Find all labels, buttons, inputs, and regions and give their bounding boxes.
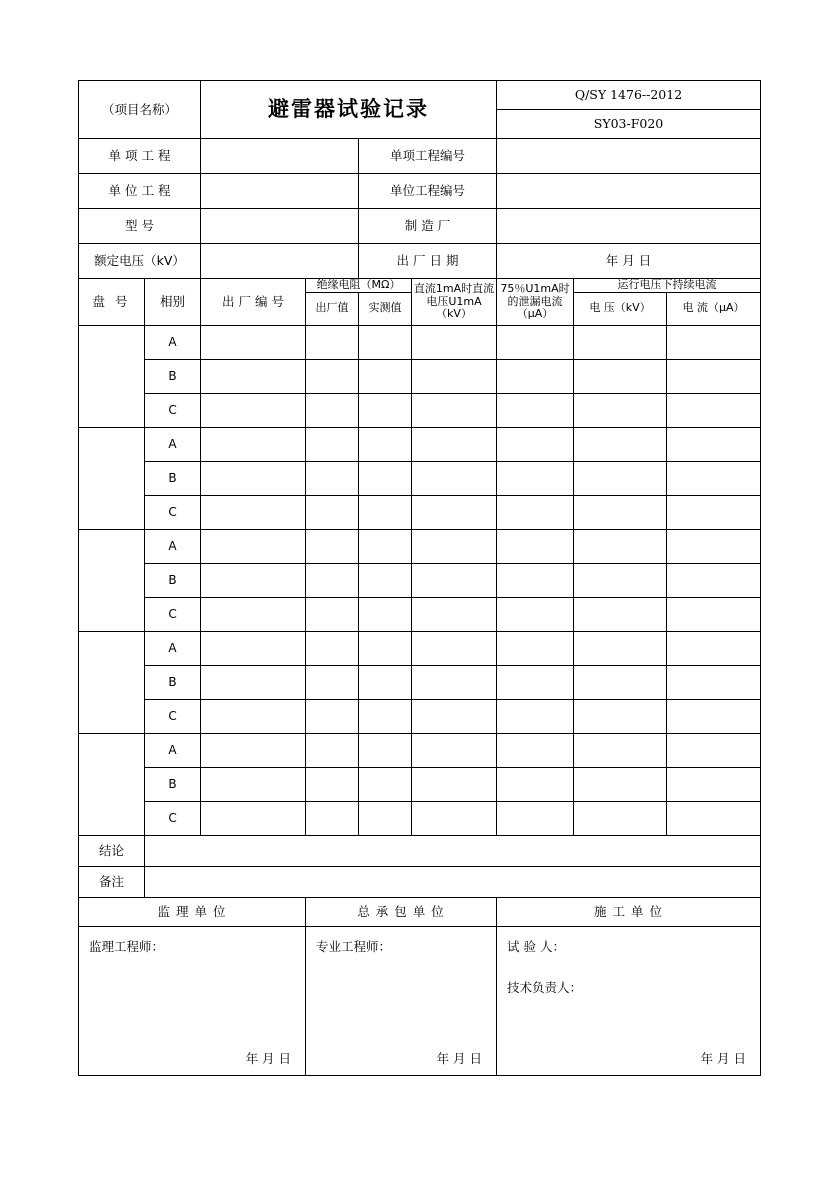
ov-voltage-cell[interactable]	[574, 563, 667, 597]
ov-current-cell[interactable]	[667, 359, 761, 393]
table-row	[79, 597, 761, 631]
ir-factory-cell[interactable]	[306, 325, 359, 359]
ov-current-cell[interactable]	[667, 495, 761, 529]
ir-factory-cell[interactable]	[306, 359, 359, 393]
ov-voltage-cell[interactable]	[574, 461, 667, 495]
ir-factory-cell[interactable]	[306, 529, 359, 563]
project-name-cell: （项目名称）	[79, 81, 201, 139]
leakage-75-cell[interactable]	[497, 665, 574, 699]
phase-cell: B	[145, 359, 201, 393]
phase-cell: A	[145, 325, 201, 359]
ir-factory-cell[interactable]	[306, 495, 359, 529]
value-conclusion[interactable]	[145, 835, 761, 866]
factory-no-cell[interactable]	[201, 325, 306, 359]
ir-factory-cell[interactable]	[306, 427, 359, 461]
ov-voltage-cell[interactable]	[574, 495, 667, 529]
value-single-project[interactable]	[201, 139, 359, 174]
title-row	[79, 81, 761, 110]
ov-current-cell[interactable]	[667, 665, 761, 699]
factory-no-cell[interactable]	[201, 631, 306, 665]
factory-no-cell[interactable]	[201, 699, 306, 733]
signature-block-supervision	[79, 926, 306, 1075]
factory-no-cell[interactable]	[201, 767, 306, 801]
ir-factory-cell[interactable]	[306, 461, 359, 495]
dc-1ma-cell[interactable]	[412, 461, 497, 495]
leakage-75-cell[interactable]	[497, 767, 574, 801]
dc-1ma-cell[interactable]	[412, 631, 497, 665]
label-single-project: 单 项 工 程	[79, 139, 201, 174]
ir-factory-cell[interactable]	[306, 393, 359, 427]
label-unit-project: 单 位 工 程	[79, 174, 201, 209]
leakage-75-cell[interactable]	[497, 733, 574, 767]
standard-code: Q/SY 1476--2012	[497, 81, 761, 110]
dc-1ma-cell[interactable]	[412, 325, 497, 359]
label-remark: 备注	[79, 866, 145, 897]
info-row-3	[79, 209, 761, 244]
label-unit-project-no: 单位工程编号	[359, 174, 497, 209]
record-form-table	[78, 80, 761, 1076]
unit-title-supervision: 监 理 单 位	[79, 897, 306, 926]
dc-1ma-cell[interactable]	[412, 665, 497, 699]
header-leakage-75: 75％U1mA时的泄漏电流（μA）	[497, 279, 574, 326]
header-insulation-resistance: 绝缘电阻（MΩ）	[306, 279, 412, 293]
ir-measured-cell[interactable]	[359, 495, 412, 529]
date-line-supervision[interactable]: 年 月 日	[245, 1051, 292, 1067]
factory-no-cell[interactable]	[201, 495, 306, 529]
ov-current-cell[interactable]	[667, 427, 761, 461]
dc-1ma-cell[interactable]	[412, 699, 497, 733]
table-row	[79, 427, 761, 461]
ir-measured-cell[interactable]	[359, 801, 412, 835]
ov-voltage-cell[interactable]	[574, 665, 667, 699]
form-sheet	[78, 80, 760, 1076]
table-row	[79, 495, 761, 529]
ir-measured-cell[interactable]	[359, 359, 412, 393]
ov-current-cell[interactable]	[667, 801, 761, 835]
ir-factory-cell[interactable]	[306, 631, 359, 665]
value-model[interactable]	[201, 209, 359, 244]
role-supervision-engineer[interactable]: 监理工程师：	[89, 938, 165, 954]
unit-title-construction: 施 工 单 位	[497, 897, 761, 926]
label-conclusion: 结论	[79, 835, 145, 866]
ir-measured-cell[interactable]	[359, 325, 412, 359]
header-ov-current: 电 流（μA）	[667, 292, 761, 325]
label-model: 型 号	[79, 209, 201, 244]
ir-measured-cell[interactable]	[359, 529, 412, 563]
phase-cell: C	[145, 495, 201, 529]
table-row	[79, 801, 761, 835]
header-phase: 相别	[145, 279, 201, 326]
ir-factory-cell[interactable]	[306, 563, 359, 597]
label-manufacturer: 制 造 厂	[359, 209, 497, 244]
ir-factory-cell[interactable]	[306, 767, 359, 801]
remark-row	[79, 866, 761, 897]
phase-cell: B	[145, 665, 201, 699]
ov-current-cell[interactable]	[667, 461, 761, 495]
ov-current-cell[interactable]	[667, 597, 761, 631]
dc-1ma-cell[interactable]	[412, 767, 497, 801]
ir-factory-cell[interactable]	[306, 801, 359, 835]
ov-current-cell[interactable]	[667, 325, 761, 359]
ov-current-cell[interactable]	[667, 699, 761, 733]
value-unit-project[interactable]	[201, 174, 359, 209]
ov-voltage-cell[interactable]	[574, 393, 667, 427]
header-ov-voltage: 电 压（kV）	[574, 292, 667, 325]
header-ir-measured: 实测值	[359, 292, 412, 325]
ov-voltage-cell[interactable]	[574, 631, 667, 665]
ov-voltage-cell[interactable]	[574, 597, 667, 631]
value-rated-voltage[interactable]	[201, 244, 359, 279]
ov-current-cell[interactable]	[667, 563, 761, 597]
phase-cell: A	[145, 427, 201, 461]
value-remark[interactable]	[145, 866, 761, 897]
signature-block-construction	[497, 926, 761, 1075]
label-single-project-no: 单项工程编号	[359, 139, 497, 174]
panel-no-cell[interactable]	[79, 631, 145, 733]
leakage-75-cell[interactable]	[497, 801, 574, 835]
factory-no-cell[interactable]	[201, 427, 306, 461]
header-operating-voltage: 运行电压下持续电流	[574, 279, 761, 293]
leakage-75-cell[interactable]	[497, 359, 574, 393]
factory-no-cell[interactable]	[201, 665, 306, 699]
dc-1ma-cell[interactable]	[412, 563, 497, 597]
table-row	[79, 359, 761, 393]
ir-measured-cell[interactable]	[359, 597, 412, 631]
factory-no-cell[interactable]	[201, 461, 306, 495]
ov-voltage-cell[interactable]	[574, 699, 667, 733]
ir-measured-cell[interactable]	[359, 461, 412, 495]
ov-current-cell[interactable]	[667, 529, 761, 563]
ov-voltage-cell[interactable]	[574, 767, 667, 801]
leakage-75-cell[interactable]	[497, 563, 574, 597]
value-single-project-no[interactable]	[497, 139, 761, 174]
dc-1ma-cell[interactable]	[412, 495, 497, 529]
leakage-75-cell[interactable]	[497, 597, 574, 631]
phase-cell: B	[145, 563, 201, 597]
ov-voltage-cell[interactable]	[574, 801, 667, 835]
role-tester[interactable]: 试 验 人：	[507, 938, 565, 954]
ov-voltage-cell[interactable]	[574, 733, 667, 767]
dc-1ma-cell[interactable]	[412, 393, 497, 427]
ov-current-cell[interactable]	[667, 631, 761, 665]
ir-measured-cell[interactable]	[359, 665, 412, 699]
table-row	[79, 733, 761, 767]
dc-1ma-cell[interactable]	[412, 529, 497, 563]
factory-no-cell[interactable]	[201, 733, 306, 767]
header-ir-factory: 出厂值	[306, 292, 359, 325]
leakage-75-cell[interactable]	[497, 393, 574, 427]
leakage-75-cell[interactable]	[497, 699, 574, 733]
unit-title-row	[79, 897, 761, 926]
phase-cell: C	[145, 699, 201, 733]
info-row-4	[79, 244, 761, 279]
phase-cell: A	[145, 733, 201, 767]
phase-cell: A	[145, 529, 201, 563]
ov-current-cell[interactable]	[667, 767, 761, 801]
conclusion-row	[79, 835, 761, 866]
ov-voltage-cell[interactable]	[574, 529, 667, 563]
ir-measured-cell[interactable]	[359, 427, 412, 461]
leakage-75-cell[interactable]	[497, 461, 574, 495]
ir-measured-cell[interactable]	[359, 563, 412, 597]
ir-measured-cell[interactable]	[359, 767, 412, 801]
dc-1ma-cell[interactable]	[412, 733, 497, 767]
ir-measured-cell[interactable]	[359, 699, 412, 733]
ir-factory-cell[interactable]	[306, 665, 359, 699]
phase-cell: C	[145, 597, 201, 631]
ov-current-cell[interactable]	[667, 733, 761, 767]
panel-no-cell[interactable]	[79, 325, 145, 427]
page-title: 避雷器试验记录	[201, 81, 497, 139]
dc-1ma-cell[interactable]	[412, 597, 497, 631]
ir-factory-cell[interactable]	[306, 699, 359, 733]
ov-current-cell[interactable]	[667, 393, 761, 427]
table-row	[79, 325, 761, 359]
factory-no-cell[interactable]	[201, 359, 306, 393]
phase-cell: C	[145, 393, 201, 427]
table-row	[79, 767, 761, 801]
date-line-construction[interactable]: 年 月 日	[700, 1051, 747, 1067]
ir-measured-cell[interactable]	[359, 733, 412, 767]
panel-no-cell[interactable]	[79, 529, 145, 631]
leakage-75-cell[interactable]	[497, 529, 574, 563]
phase-cell: A	[145, 631, 201, 665]
ir-factory-cell[interactable]	[306, 597, 359, 631]
role-professional-engineer[interactable]: 专业工程师：	[316, 938, 392, 954]
leakage-75-cell[interactable]	[497, 427, 574, 461]
signature-row	[79, 926, 761, 1075]
factory-no-cell[interactable]	[201, 563, 306, 597]
table-row	[79, 563, 761, 597]
unit-title-general-contractor: 总 承 包 单 位	[306, 897, 497, 926]
header-panel-no: 盘 号	[79, 279, 145, 326]
ir-factory-cell[interactable]	[306, 733, 359, 767]
date-line-general-contractor[interactable]: 年 月 日	[436, 1051, 483, 1067]
ir-measured-cell[interactable]	[359, 393, 412, 427]
panel-no-cell[interactable]	[79, 733, 145, 835]
table-row	[79, 461, 761, 495]
dc-1ma-cell[interactable]	[412, 427, 497, 461]
factory-no-cell[interactable]	[201, 801, 306, 835]
value-unit-project-no[interactable]	[497, 174, 761, 209]
info-row-1	[79, 139, 761, 174]
table-row	[79, 665, 761, 699]
header-dc-1ma: 直流1mA时直流电压U1mA（kV）	[412, 279, 497, 326]
role-technical-director[interactable]: 技术负责人：	[507, 980, 583, 996]
factory-no-cell[interactable]	[201, 393, 306, 427]
ov-voltage-cell[interactable]	[574, 325, 667, 359]
label-factory-date: 出 厂 日 期	[359, 244, 497, 279]
ov-voltage-cell[interactable]	[574, 427, 667, 461]
dc-1ma-cell[interactable]	[412, 359, 497, 393]
table-row	[79, 699, 761, 733]
info-row-2	[79, 174, 761, 209]
phase-cell: C	[145, 801, 201, 835]
header-factory-no: 出 厂 编 号	[201, 279, 306, 326]
factory-no-cell[interactable]	[201, 597, 306, 631]
ir-measured-cell[interactable]	[359, 631, 412, 665]
signature-block-general-contractor	[306, 926, 497, 1075]
panel-no-cell[interactable]	[79, 427, 145, 529]
measure-header-row-1	[79, 279, 761, 293]
phase-cell: B	[145, 767, 201, 801]
form-code: SY03-F020	[497, 110, 761, 139]
dc-1ma-cell[interactable]	[412, 801, 497, 835]
leakage-75-cell[interactable]	[497, 325, 574, 359]
value-factory-date[interactable]: 年 月 日	[497, 244, 761, 279]
table-row	[79, 393, 761, 427]
table-row	[79, 631, 761, 665]
factory-no-cell[interactable]	[201, 529, 306, 563]
leakage-75-cell[interactable]	[497, 495, 574, 529]
label-rated-voltage: 额定电压（kV）	[79, 244, 201, 279]
table-row	[79, 529, 761, 563]
phase-cell: B	[145, 461, 201, 495]
ov-voltage-cell[interactable]	[574, 359, 667, 393]
value-manufacturer[interactable]	[497, 209, 761, 244]
leakage-75-cell[interactable]	[497, 631, 574, 665]
